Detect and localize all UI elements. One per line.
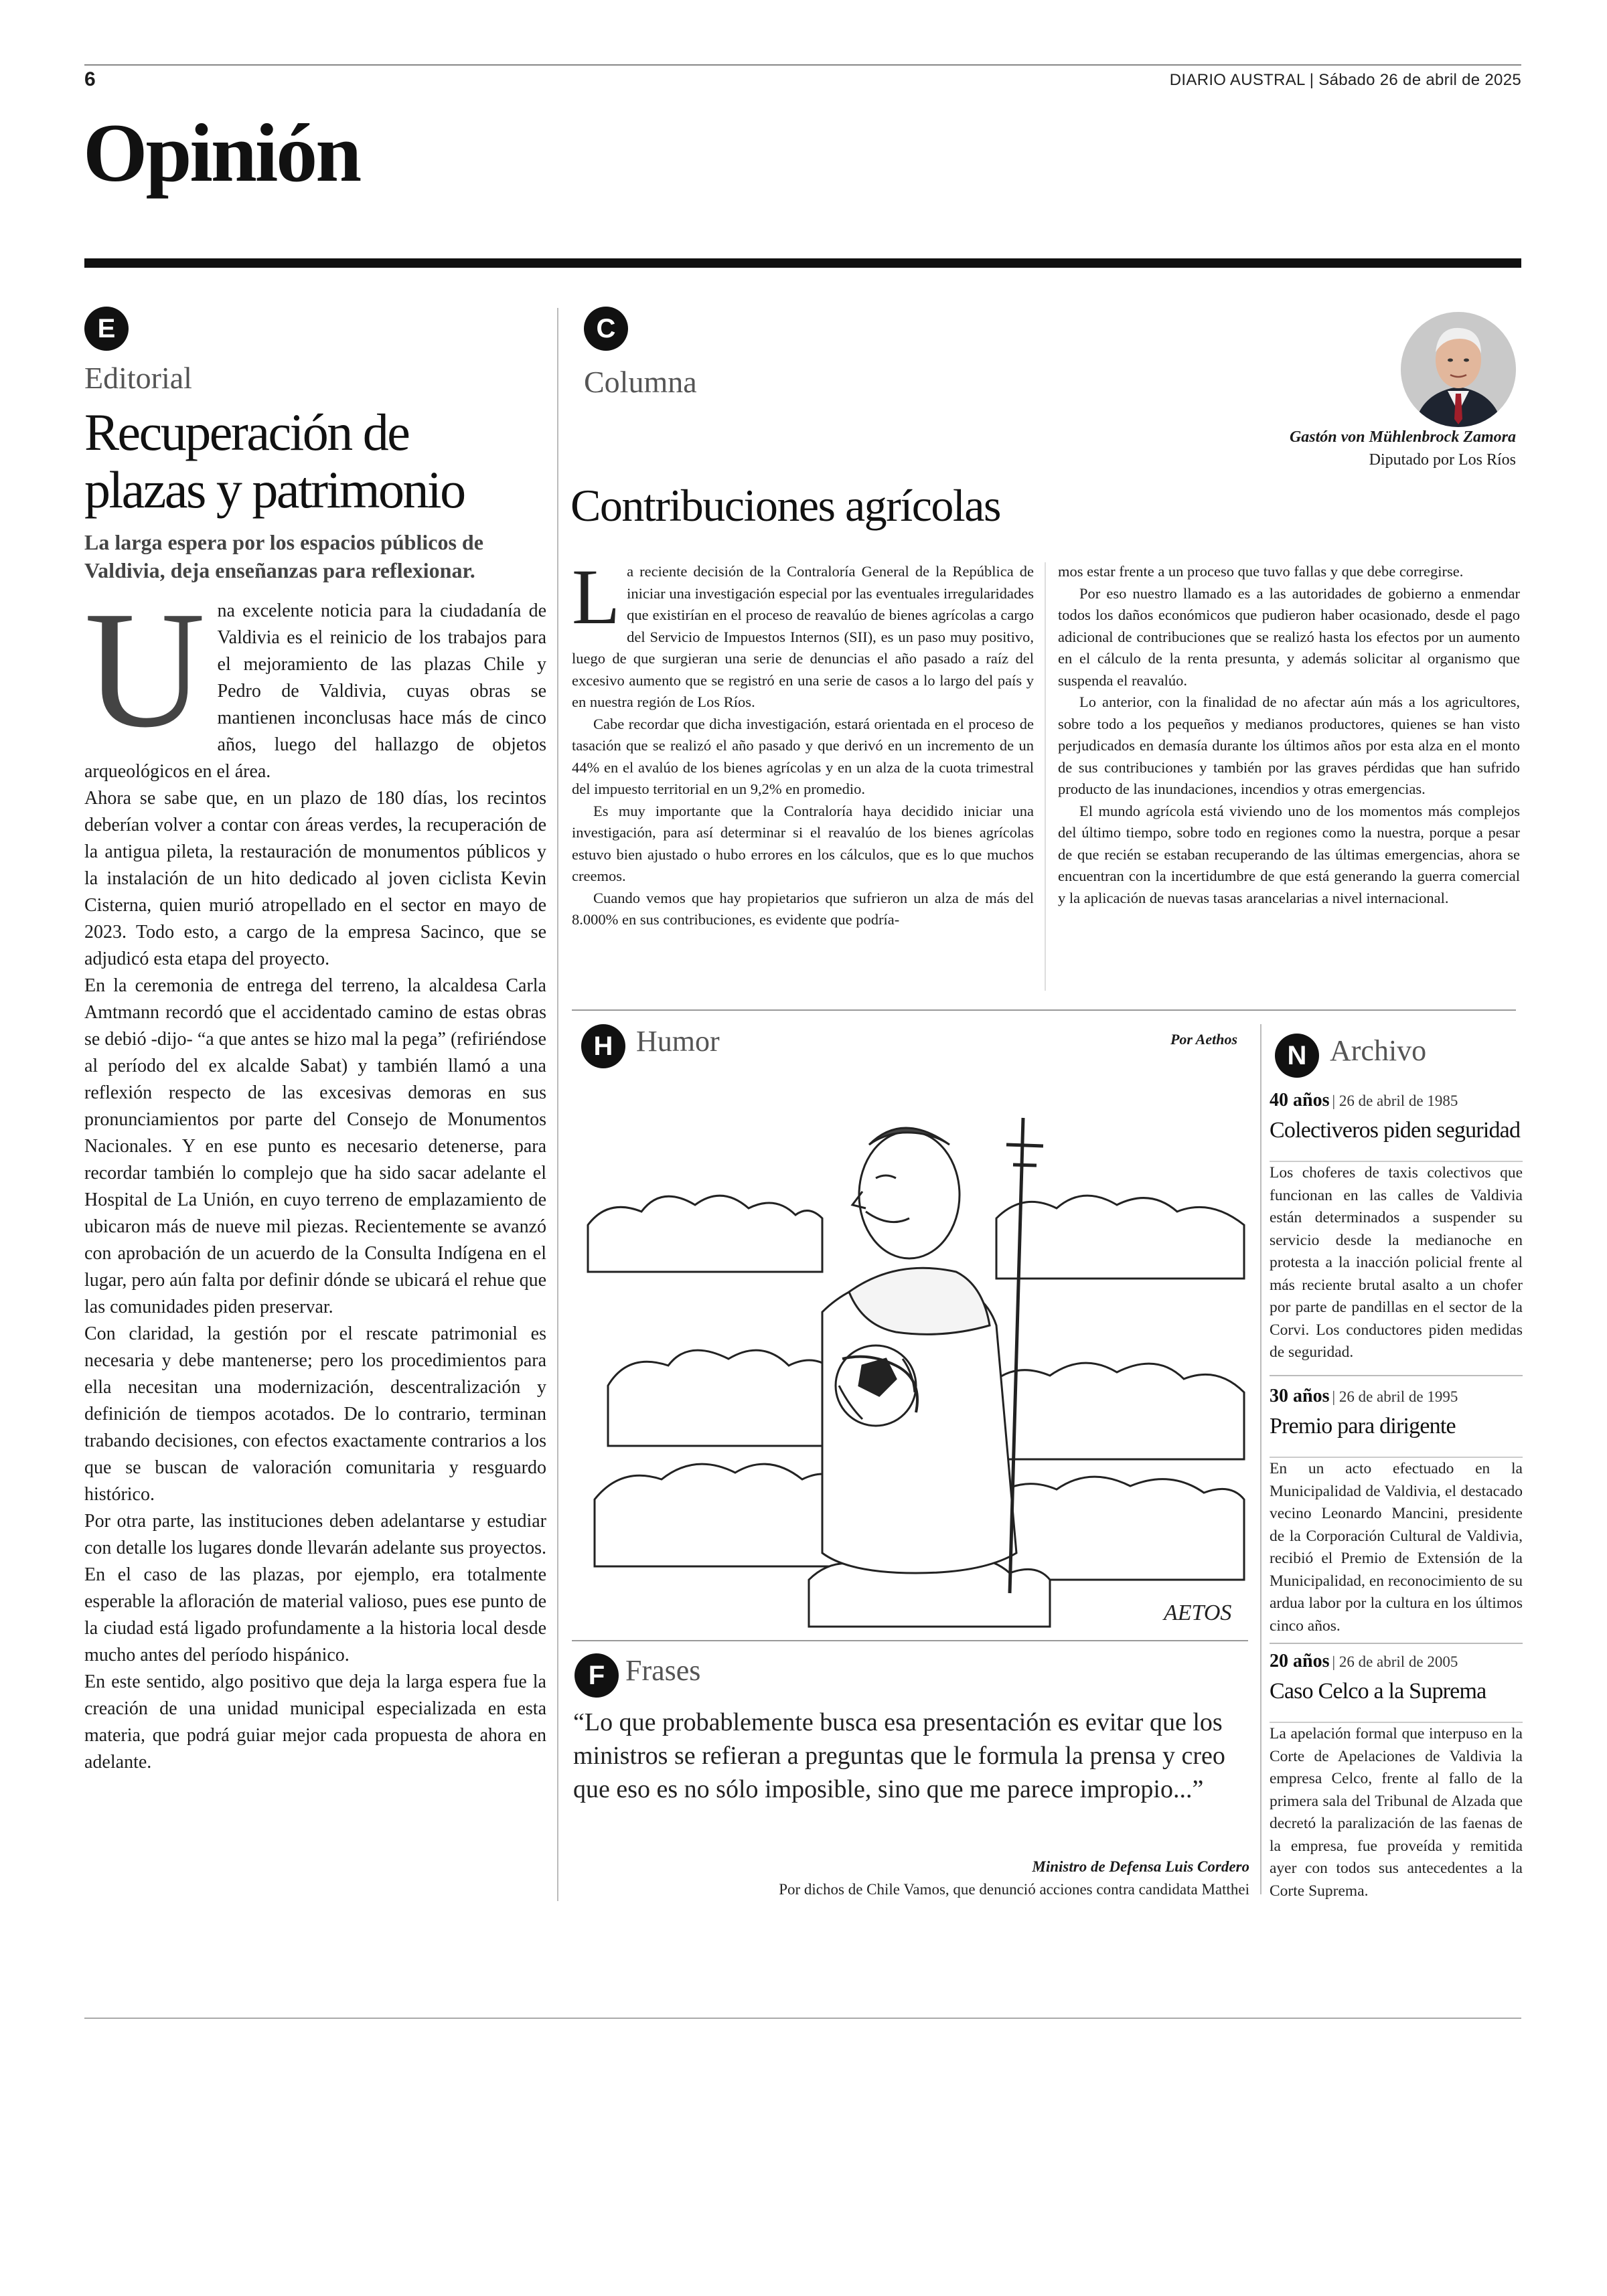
archivo-separator bbox=[1270, 1643, 1523, 1644]
editorial-paragraph: Con claridad, la gestión por el rescate patrimonial es necesaria y debe mantenerse; pero los procedimientos para ella necesitan una modernización, descentralización y definición de tiempos acotados. De lo contrario, terminan trabando decisiones, con efectos exactamente contrarios a los que se buscan de valoración comunitaria y resguardo histórico. bbox=[84, 1323, 546, 1505]
column-separator-left bbox=[557, 308, 558, 1901]
frases-title: Frases bbox=[625, 1654, 701, 1687]
archivo-date: | 26 de abril de 2005 bbox=[1332, 1653, 1458, 1670]
column-paragraph: Lo anterior, con la finalidad de no afectar aún más a los agricultores, sobre todo a los pequeños y medianos productores, quienes se han visto perjudicados en demasía durante los últimos años por esta alza en el monto de sus contribuciones y también por las graves pérdidas que han sufrido producto de las inundaciones, incendios y otras emergencias. bbox=[1058, 693, 1520, 797]
column-gutter bbox=[1045, 562, 1046, 991]
editorial-paragraph: Ahora se sabe que, en un plazo de 180 días, los recintos deberían volver a contar con áreas verdes, la recuperación de la antigua pileta, la restauración de monumentos públicos y la instalación de un hito dedicado al joven ciclista Kevin Cisterna, quien murió atropellado en el sector en mayo de 2023. Todo esto, a cargo de la empresa Sacinco, que se adjudicó esta etapa del proyecto. bbox=[84, 788, 546, 969]
editorial-paragraph: En la ceremonia de entrega del terreno, la alcaldesa Carla Amtmann recordó que el accidentado camino de estas obras se debió -dijo- “a que antes se hizo mal la pega” (refiriéndose al período del ex alcalde Sabat) y también llamó a una reflexión respecto de las excesivas demoras en sus pronunciamientos por parte del Consejo de Monumentos Nacionales. Y en ese punto es necesario detenerse, para recordar también lo complejo que ha sido sacar adelante el Hospital de La Unión, en cuyo terreno de emplazamiento de ubicaron más de nueve mil piezas. Recientemente se avanzó con aprobación de un acuerdo de la Consulta Indígena en el lugar, pero aún falta por definir dónde se ubicará el rehue que las comunidades piden preservar. bbox=[84, 975, 546, 1317]
archivo-date: | 26 de abril de 1985 bbox=[1332, 1092, 1458, 1109]
archivo-text: La apelación formal que interpuso en la Corte de Apelaciones de Valdivia la empresa Celco, frente al fallo de la primera sala del Tribunal de Alzada que decretó la paralización de las faenas de la empresa, fue proveída y remitida ayer con todos sus antecedentes a la Corte Suprema. bbox=[1270, 1725, 1523, 1900]
column-paragraph: Cuando vemos que hay propietarios que sufrieron un alza de más del 8.000% en sus contribuciones, es evidente que podría- bbox=[572, 889, 1034, 928]
archivo-text: Los choferes de taxis colectivos que funcionan en las calles de Valdivia están determinados a suspender su servicio desde la medianoche en protesta a la inacción policial frente al más reciente brutal asalto a un chofer por parte de pandillas en el sector de la Corvi. Los conductores piden medidas de seguridad. bbox=[1270, 1164, 1523, 1361]
editorial-dropcap: U bbox=[84, 577, 206, 762]
humor-title: Humor bbox=[636, 1025, 720, 1058]
archivo-headline: Colectiveros piden seguridad bbox=[1270, 1118, 1521, 1143]
archivo-years: 40 años bbox=[1270, 1090, 1330, 1111]
humor-cartoon bbox=[581, 1071, 1248, 1633]
column-paragraph: Por eso nuestro llamado es a las autoridades de gobierno a enmendar todos los daños económicos que pudieron haber ocasionado, desde el pago adicional de contribuciones que se realizó hasta los efectos por un aumento en el cálculo de la renta presunta, y además solicitar al organismo que suspenda el reavalúo. bbox=[1058, 584, 1520, 689]
column-dropcap: L bbox=[572, 553, 621, 641]
editorial bbox=[84, 307, 546, 1776]
author-portrait-icon bbox=[1401, 312, 1516, 427]
column-paragraph: a reciente decisión de la Contraloría General de la República de iniciar una investigación especial por las eventuales irregularidades que existirían en el proceso de reavalúo de bienes agrícolas a cargo del Servicio de Impuestos Internos (SII), es un paso muy positivo, luego de que surgieran una serie de denuncias el año pasado a raíz del excesivo aumento que se registró en una serie de casos a lo largo del país y en nuestra región de Los Ríos. bbox=[572, 563, 1034, 710]
column-kicker: Columna bbox=[584, 365, 697, 399]
column-bottom-rule bbox=[572, 1009, 1516, 1011]
column-separator-right bbox=[1260, 1024, 1261, 1894]
column-paragraph: Es muy importante que la Contraloría haya decidido iniciar una investigación, para así determinar si el reavalúo de los bienes agrícolas estuvo bien ajustado o hubo errores en los cálculos, que es lo que muchos creemos. bbox=[572, 802, 1034, 884]
editorial-badge: E bbox=[84, 307, 129, 351]
archivo-entry bbox=[1270, 1651, 1523, 1902]
frases-context: Por dichos de Chile Vamos, que denunció acciones contra candidata Matthei bbox=[779, 1881, 1249, 1898]
editorial-paragraph: na excelente noticia para la ciudadanía de Valdivia es el reinicio de los trabajos para el mejoramiento de las plazas Chile y Pedro de Valdivia, cuyas obras se mantienen inconclusas hace más de cinco años, luego del hallazgo de objetos arqueológicos en el área. bbox=[84, 600, 546, 782]
archivo-entry bbox=[1270, 1386, 1523, 1637]
cartoon-illustration-icon bbox=[581, 1071, 1248, 1633]
editorial-headline-line2: plazas y patrimonio bbox=[84, 461, 465, 519]
editorial-paragraph: En este sentido, algo positivo que deja la larga espera fue la creación de una unidad municipal especializada en esta materia, que podrá guiar mejor cada propuesta de ahora en adelante. bbox=[84, 1671, 546, 1773]
column-body-left bbox=[572, 553, 1034, 931]
archivo-rule bbox=[1270, 1722, 1523, 1723]
column-paragraph: Cabe recordar que dicha investigación, estará orientada en el proceso de tasación que se realizó el año pasado y que derivó en un incremento de un 44% en el avalúo de los bienes agrícolas y en un alza de la cuota trimestral del impuesto territorial en un 9,2% en promedio. bbox=[572, 715, 1034, 797]
editorial-headline bbox=[84, 404, 546, 519]
editorial-headline-line1: Recuperación de bbox=[84, 403, 409, 461]
column-badge: C bbox=[584, 307, 628, 351]
section-rule bbox=[84, 258, 1521, 268]
frases-badge: F bbox=[575, 1653, 619, 1698]
archivo-rule bbox=[1270, 1161, 1523, 1162]
editorial-body bbox=[84, 577, 546, 1776]
column-headline: Contribuciones agrícolas bbox=[570, 480, 1000, 531]
editorial-kicker: Editorial bbox=[84, 361, 192, 395]
page-number: 6 bbox=[84, 68, 96, 90]
column-author-role: Diputado por Los Ríos bbox=[1369, 451, 1516, 469]
archivo-years: 20 años bbox=[1270, 1651, 1330, 1671]
footer-rule bbox=[84, 2018, 1521, 2019]
archivo-badge: N bbox=[1275, 1034, 1319, 1078]
column-paragraph: El mundo agrícola está viviendo uno de los momentos más complejos del último tiempo, sobre todo en regiones como la nuestra, porque a pesar de que recién se estaban recuperando de las últimas emergencias, ahora se encuentran con la incertidumbre de que está generando la guerra comercial y la aplicación de nuevas tasas arancelarias a nivel internacional. bbox=[1058, 802, 1520, 906]
archivo-date: | 26 de abril de 1995 bbox=[1332, 1388, 1458, 1405]
top-rule bbox=[84, 64, 1521, 66]
column-author: Gastón von Mühlenbrock Zamora bbox=[1289, 428, 1516, 446]
column-paragraph: mos estar frente a un proceso que tuvo fallas y que debe corregirse. bbox=[1058, 563, 1464, 580]
humor-byline: Por Aethos bbox=[1170, 1031, 1237, 1048]
frases-quote: “Lo que probablemente busca esa presentación es evitar que los ministros se refieran a preguntas que le formula la prensa y creo que eso es no sólo imposible, sino que me parece impropio...” bbox=[573, 1708, 1225, 1803]
cartoon-signature: AETOS bbox=[1164, 1601, 1232, 1625]
archivo-entry bbox=[1270, 1090, 1523, 1364]
section-title: Opinión bbox=[83, 107, 360, 199]
archivo-headline: Caso Celco a la Suprema bbox=[1270, 1679, 1486, 1704]
archivo-headline: Premio para dirigente bbox=[1270, 1414, 1456, 1439]
archivo-separator bbox=[1270, 1375, 1523, 1376]
archivo-years: 30 años bbox=[1270, 1386, 1330, 1406]
archivo-title: Archivo bbox=[1330, 1034, 1427, 1067]
frases-speaker: Ministro de Defensa Luis Cordero bbox=[1032, 1858, 1249, 1875]
archivo-text: En un acto efectuado en la Municipalidad de Valdivia, el destacado vecino Leonardo Mancini, presidente de la Corporación Cultural de Valdivia, recibió el Premio de Extensión de la Municipalidad, en reconocimiento de su ardua labor por la cultura en los últimos cinco años. bbox=[1270, 1460, 1523, 1635]
humor-badge: H bbox=[581, 1024, 625, 1068]
masthead: DIARIO AUSTRAL | Sábado 26 de abril de 2025 bbox=[1169, 71, 1521, 89]
editorial-dek: La larga espera por los espacios públicos de Valdivia, deja enseñanzas para reflexionar. bbox=[84, 530, 483, 582]
column-body-right bbox=[1058, 561, 1520, 909]
editorial-paragraph: Por otra parte, las instituciones deben adelantarse y estudiar con detalle los lugares donde llevarán adelante sus proyectos. En el caso de las plazas, por ejemplo, era totalmente esperable la afloración de material valioso, pues ese punto de la ciudad está ligado profundamente a la historia local desde mucho antes del período hispánico. bbox=[84, 1511, 546, 1665]
humor-bottom-rule bbox=[572, 1640, 1248, 1641]
archivo-rule bbox=[1270, 1457, 1523, 1458]
author-photo bbox=[1401, 312, 1516, 427]
